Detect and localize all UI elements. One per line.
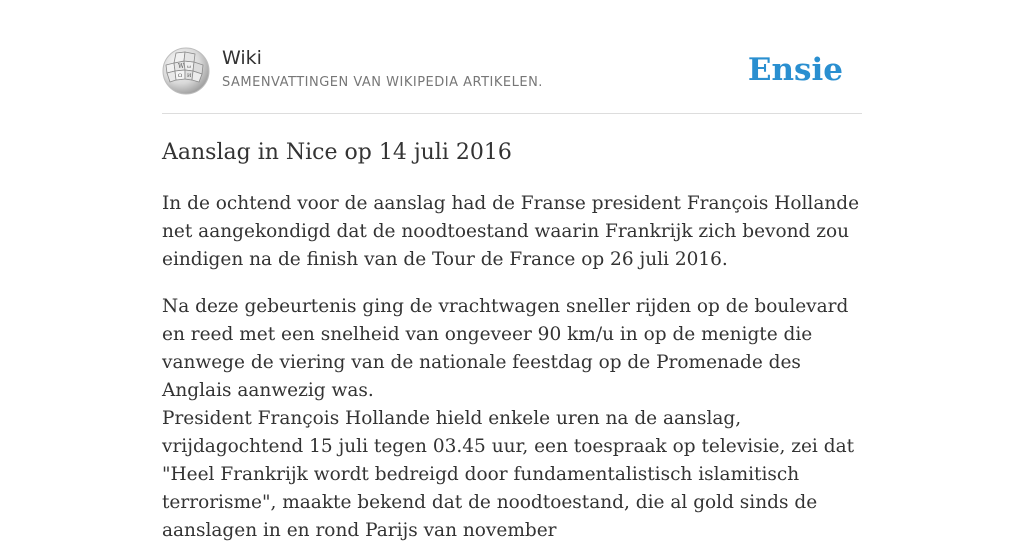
article-paragraph-1: In de ochtend voor de aanslag had de Franse president François Hollande net aangekondigd dat de noodtoestand waarin Frankrijk zich bevond zou eindigen na de finish van de Tour de France op 26 juli 2016. bbox=[162, 193, 860, 270]
svg-text:И: И bbox=[187, 73, 192, 79]
svg-text:ω: ω bbox=[187, 64, 192, 70]
svg-text:Ω: Ω bbox=[178, 73, 183, 79]
article-title: Aanslag in Nice op 14 juli 2016 bbox=[162, 140, 512, 165]
article-paragraph-2: Na deze gebeurtenis ging de vrachtwagen sneller rijden op de boulevard en reed met een snelheid van ongeveer 90 km/u in op de menigte die vanwege de viering van de nationale feestdag op de Promenade des Anglais aanwezig was. bbox=[162, 296, 849, 401]
site-tagline: SAMENVATTINGEN VAN WIKIPEDIA ARTIKELEN. bbox=[222, 75, 543, 90]
ensie-logo-link[interactable]: Ensie bbox=[747, 52, 843, 88]
page bbox=[162, 0, 862, 541]
article-paragraph-3: President François Hollande hield enkele uren na de aanslag, vrijdagochtend 15 juli tegen 03.45 uur, een toespraak op televisie, zei dat "Heel Frankrijk wordt bedreigd door fundamentalistisch islamitisch terrorisme", maakte bekend dat de noodtoestand, die al gold sinds de aanslagen in en rond Parijs van november bbox=[162, 408, 855, 541]
site-title[interactable]: Wiki bbox=[222, 47, 262, 69]
svg-text:W: W bbox=[178, 63, 185, 70]
wikipedia-globe-icon[interactable] bbox=[162, 47, 210, 95]
site-header bbox=[162, 0, 862, 114]
